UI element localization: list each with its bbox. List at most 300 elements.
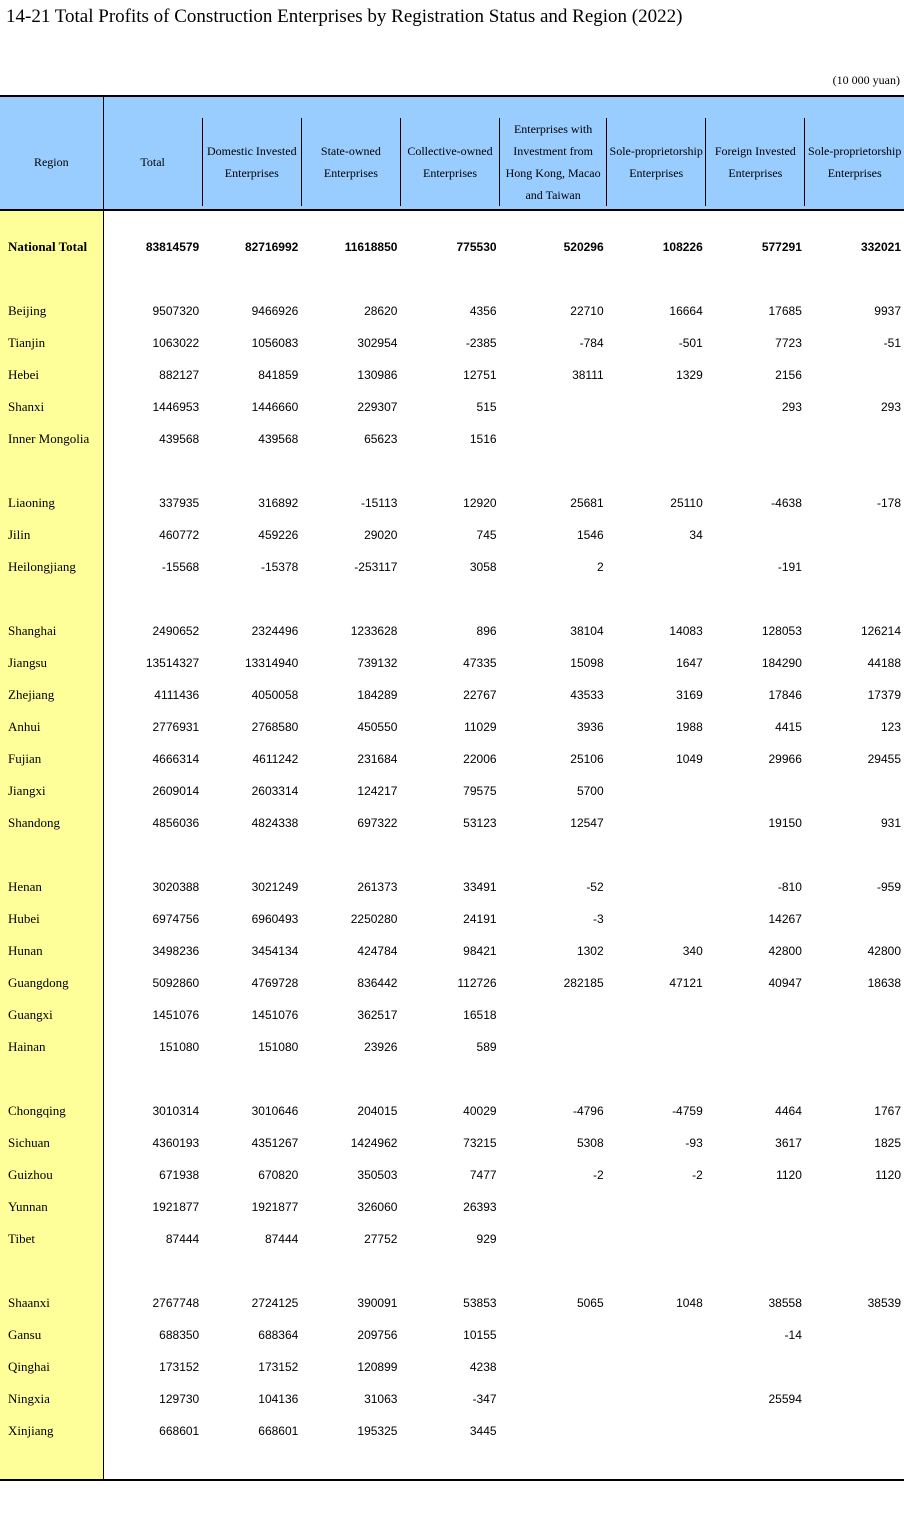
value-cell: [805, 999, 904, 1031]
value-cell: 38111: [572, 368, 604, 382]
value-cell: -15378: [260, 560, 299, 574]
region-cell: Yunnan: [0, 1191, 103, 1223]
value-cell: 204015: [357, 1104, 398, 1118]
value-cell: [607, 903, 706, 935]
region-cell: [0, 583, 103, 615]
value-cell: 4824338: [251, 816, 299, 830]
value-cell: 29966: [768, 752, 802, 766]
value-cell: 841859: [258, 368, 299, 382]
value-cell: 1825: [874, 1136, 901, 1150]
value-cell: 24191: [463, 912, 497, 926]
value-cell: 38558: [768, 1296, 802, 1310]
value-cell: -2: [592, 1168, 604, 1182]
value-cell: 302954: [357, 336, 398, 350]
value-cell: 19150: [768, 816, 802, 830]
value-cell: 5700: [576, 784, 604, 798]
value-cell: 4464: [775, 1104, 802, 1118]
region-cell: Xinjiang: [0, 1415, 103, 1447]
region-cell: Hunan: [0, 935, 103, 967]
value-cell: 1546: [576, 528, 604, 542]
value-cell: 53123: [463, 816, 497, 830]
table-row: [0, 1127, 904, 1159]
value-cell: 1451076: [251, 1008, 299, 1022]
value-cell: 17846: [768, 688, 802, 702]
value-cell: [607, 551, 706, 583]
spacer-cell: [103, 1255, 904, 1287]
value-cell: 1988: [676, 720, 703, 734]
value-cell: 123: [880, 720, 901, 734]
value-cell: [607, 423, 706, 455]
header-hk-group: Enterprises with Investment from Hong Kong, Macao and Taiwan: [500, 118, 607, 206]
table-row: [0, 647, 904, 679]
table-row: [0, 327, 904, 359]
value-cell: 4415: [775, 720, 802, 734]
value-cell: [706, 775, 805, 807]
table-row: [0, 967, 904, 999]
value-cell: 184289: [357, 688, 398, 702]
table-row: [0, 999, 904, 1031]
value-cell: [500, 999, 607, 1031]
value-cell: [500, 1383, 607, 1415]
value-cell: 3021249: [251, 880, 299, 894]
table-row: [0, 807, 904, 839]
value-cell: 2250280: [350, 912, 398, 926]
value-cell: 13314940: [244, 656, 299, 670]
value-cell: 3936: [576, 720, 604, 734]
value-cell: [805, 1319, 904, 1351]
region-cell: [0, 210, 103, 231]
value-cell: 4238: [469, 1360, 497, 1374]
value-cell: 1233628: [350, 624, 398, 638]
value-cell: 11618850: [344, 240, 398, 254]
value-cell: 424784: [357, 944, 398, 958]
value-cell: [500, 1191, 607, 1223]
header-collective: Collective-owned Enterprises: [400, 118, 499, 206]
value-cell: 2: [596, 560, 604, 574]
spacer-row: [0, 1255, 904, 1287]
value-cell: 151080: [159, 1040, 200, 1054]
header-domestic: Domestic Invested Enterprises: [202, 118, 301, 206]
value-cell: 4356: [469, 304, 497, 318]
value-cell: 17685: [768, 304, 802, 318]
value-cell: 4050058: [251, 688, 299, 702]
value-cell: 931: [880, 816, 901, 830]
value-cell: [500, 1031, 607, 1063]
value-cell: [805, 1383, 904, 1415]
region-cell: Shaanxi: [0, 1287, 103, 1319]
value-cell: 1446953: [152, 400, 200, 414]
value-cell: 4666314: [152, 752, 200, 766]
value-cell: 1921877: [152, 1200, 200, 1214]
value-cell: 739132: [357, 656, 398, 670]
table-row: [0, 679, 904, 711]
value-cell: 2156: [775, 368, 802, 382]
spacer-cell: [103, 1447, 904, 1480]
value-cell: 12751: [463, 368, 497, 382]
value-cell: -3: [592, 912, 604, 926]
value-cell: -52: [586, 880, 604, 894]
region-cell: [0, 1447, 103, 1480]
table-row: [0, 743, 904, 775]
value-cell: 17379: [867, 688, 901, 702]
value-cell: -4759: [672, 1104, 703, 1118]
value-cell: 15098: [570, 656, 604, 670]
spacer-row: [0, 263, 904, 295]
value-cell: 1329: [676, 368, 703, 382]
value-cell: 282185: [563, 976, 604, 990]
region-cell: Jiangsu: [0, 647, 103, 679]
value-cell: 5092860: [152, 976, 200, 990]
value-cell: [500, 391, 607, 423]
table-row: [0, 1319, 904, 1351]
value-cell: [607, 1031, 706, 1063]
value-cell: 896: [476, 624, 497, 638]
spacer-cell: [103, 839, 904, 871]
national-total-row: [0, 231, 904, 263]
value-cell: [805, 423, 904, 455]
value-cell: [607, 999, 706, 1031]
value-cell: 126214: [860, 624, 901, 638]
value-cell: 73215: [463, 1136, 497, 1150]
value-cell: -784: [579, 336, 604, 350]
profits-table: [0, 95, 904, 1481]
value-cell: [805, 1191, 904, 1223]
value-cell: 27752: [364, 1232, 398, 1246]
value-cell: 173152: [159, 1360, 200, 1374]
value-cell: 5065: [576, 1296, 604, 1310]
table-row: [0, 423, 904, 455]
value-cell: 128053: [761, 624, 802, 638]
value-cell: 293: [880, 400, 901, 414]
value-cell: -191: [777, 560, 802, 574]
value-cell: 87444: [165, 1232, 200, 1246]
value-cell: 293: [781, 400, 802, 414]
value-cell: 31063: [364, 1392, 398, 1406]
region-cell: Chongqing: [0, 1095, 103, 1127]
value-cell: [607, 391, 706, 423]
value-cell: [607, 775, 706, 807]
table-row: [0, 1383, 904, 1415]
value-cell: [805, 551, 904, 583]
value-cell: 42800: [867, 944, 901, 958]
value-cell: 130986: [357, 368, 398, 382]
value-cell: 108226: [662, 240, 703, 254]
value-cell: 14083: [669, 624, 703, 638]
value-cell: 65623: [364, 432, 398, 446]
table-row: [0, 1095, 904, 1127]
header-top-spacer: [103, 96, 904, 118]
value-cell: 98421: [463, 944, 497, 958]
value-cell: 1056083: [251, 336, 299, 350]
value-cell: 589: [476, 1040, 497, 1054]
value-cell: 231684: [357, 752, 398, 766]
value-cell: 1063022: [152, 336, 200, 350]
table-row: [0, 903, 904, 935]
region-cell: Qinghai: [0, 1351, 103, 1383]
table-row: [0, 871, 904, 903]
value-cell: 26393: [463, 1200, 497, 1214]
table-row: [0, 1223, 904, 1255]
value-cell: 151080: [258, 1040, 299, 1054]
value-cell: 79575: [463, 784, 497, 798]
value-cell: -15113: [360, 496, 398, 510]
value-cell: [607, 1319, 706, 1351]
value-cell: [607, 1223, 706, 1255]
value-cell: 22710: [570, 304, 604, 318]
value-cell: [805, 359, 904, 391]
value-cell: 3010646: [251, 1104, 299, 1118]
value-cell: [607, 807, 706, 839]
region-cell: Tianjin: [0, 327, 103, 359]
value-cell: 22767: [463, 688, 497, 702]
table-row: [0, 615, 904, 647]
value-cell: -93: [685, 1136, 703, 1150]
value-cell: [607, 1383, 706, 1415]
value-cell: 22006: [463, 752, 497, 766]
value-cell: [805, 903, 904, 935]
value-cell: [500, 1351, 607, 1383]
value-cell: 42800: [768, 944, 802, 958]
value-cell: -15568: [161, 560, 200, 574]
value-cell: 882127: [159, 368, 200, 382]
value-cell: 209756: [357, 1328, 398, 1342]
value-cell: 2768580: [251, 720, 299, 734]
region-cell: Guangxi: [0, 999, 103, 1031]
value-cell: -51: [883, 336, 901, 350]
value-cell: [706, 1031, 805, 1063]
value-cell: 1921877: [251, 1200, 299, 1214]
region-cell: [0, 1255, 103, 1287]
value-cell: [805, 1351, 904, 1383]
value-cell: 195325: [357, 1424, 398, 1438]
value-cell: 1302: [576, 944, 604, 958]
value-cell: 2776931: [152, 720, 200, 734]
value-cell: 1446660: [251, 400, 299, 414]
value-cell: 1451076: [152, 1008, 200, 1022]
value-cell: 38104: [570, 624, 604, 638]
value-cell: -347: [472, 1392, 497, 1406]
value-cell: 261373: [357, 880, 398, 894]
value-cell: 33491: [463, 880, 497, 894]
value-cell: -4638: [771, 496, 802, 510]
value-cell: 1424962: [350, 1136, 398, 1150]
region-cell: [0, 455, 103, 487]
value-cell: [706, 519, 805, 551]
region-cell: Hebei: [0, 359, 103, 391]
value-cell: 1120: [875, 1168, 901, 1182]
region-cell: Zhejiang: [0, 679, 103, 711]
value-cell: 25106: [570, 752, 604, 766]
value-cell: 326060: [357, 1200, 398, 1214]
value-cell: 7477: [469, 1168, 497, 1182]
value-cell: -2385: [465, 336, 497, 350]
value-cell: 390091: [357, 1296, 398, 1310]
table-row: [0, 295, 904, 327]
value-cell: 5308: [576, 1136, 604, 1150]
region-cell: Shanxi: [0, 391, 103, 423]
value-cell: [706, 1351, 805, 1383]
spacer-row: [0, 210, 904, 231]
value-cell: 520296: [563, 240, 604, 254]
value-cell: [500, 1223, 607, 1255]
value-cell: 87444: [264, 1232, 299, 1246]
header-region-spacer: [0, 96, 103, 118]
region-cell: Shanghai: [0, 615, 103, 647]
value-cell: 38539: [867, 1296, 901, 1310]
header-foreign-sole: Sole-proprietorship Enterprises: [805, 118, 904, 206]
value-cell: [607, 871, 706, 903]
value-cell: 25110: [670, 496, 703, 510]
header-foreign-group: Foreign Invested Enterprises: [706, 118, 805, 206]
region-cell: Fujian: [0, 743, 103, 775]
value-cell: 9937: [874, 304, 901, 318]
value-cell: -4796: [572, 1104, 604, 1118]
value-cell: 40029: [463, 1104, 497, 1118]
spacer-cell: [103, 1063, 904, 1095]
region-cell: Hainan: [0, 1031, 103, 1063]
table-row: [0, 519, 904, 551]
profits-table-container: [0, 95, 904, 1487]
region-cell: Sichuan: [0, 1127, 103, 1159]
value-cell: 439568: [159, 432, 200, 446]
value-cell: 439568: [258, 432, 299, 446]
value-cell: 362517: [357, 1008, 398, 1022]
value-cell: 836442: [357, 976, 398, 990]
table-row: [0, 935, 904, 967]
value-cell: 316892: [258, 496, 299, 510]
value-cell: 577291: [761, 240, 802, 254]
value-cell: 4360193: [152, 1136, 200, 1150]
header-hk-sole: Sole-proprietorship Enterprises: [607, 118, 706, 206]
value-cell: [706, 1223, 805, 1255]
value-cell: [607, 1351, 706, 1383]
value-cell: 25594: [768, 1392, 802, 1406]
header-total: Total: [103, 118, 202, 206]
region-cell: National Total: [0, 231, 103, 263]
value-cell: 29455: [867, 752, 901, 766]
value-cell: 1647: [676, 656, 703, 670]
value-cell: 350503: [357, 1168, 398, 1182]
value-cell: [706, 423, 805, 455]
value-cell: 12920: [463, 496, 497, 510]
region-cell: Jilin: [0, 519, 103, 551]
value-cell: [805, 519, 904, 551]
value-cell: 3454134: [251, 944, 299, 958]
value-cell: 13514327: [145, 656, 200, 670]
value-cell: [805, 1223, 904, 1255]
value-cell: [607, 1191, 706, 1223]
value-cell: 10155: [463, 1328, 497, 1342]
value-cell: 16518: [463, 1008, 497, 1022]
value-cell: 3617: [775, 1136, 802, 1150]
value-cell: 515: [476, 400, 497, 414]
value-cell: 337935: [159, 496, 200, 510]
value-cell: 25681: [570, 496, 604, 510]
region-cell: Henan: [0, 871, 103, 903]
value-cell: 3498236: [152, 944, 200, 958]
region-cell: Gansu: [0, 1319, 103, 1351]
value-cell: 112726: [457, 976, 497, 990]
value-cell: 82716992: [244, 240, 299, 254]
header-state-owned: State-owned Enterprises: [301, 118, 400, 206]
region-cell: Shandong: [0, 807, 103, 839]
value-cell: 775530: [456, 240, 497, 254]
value-cell: [607, 1415, 706, 1447]
value-cell: 4611242: [252, 752, 299, 766]
header-region: Region: [0, 118, 103, 206]
value-cell: 47335: [463, 656, 497, 670]
value-cell: [500, 1319, 607, 1351]
region-cell: [0, 1063, 103, 1095]
value-cell: 44188: [867, 656, 901, 670]
table-row: [0, 1159, 904, 1191]
value-cell: 40947: [768, 976, 802, 990]
value-cell: 697322: [357, 816, 398, 830]
value-cell: -14: [784, 1328, 802, 1342]
value-cell: 745: [476, 528, 497, 542]
value-cell: 671938: [159, 1168, 200, 1182]
table-row: [0, 359, 904, 391]
value-cell: [500, 1415, 607, 1447]
value-cell: 340: [682, 944, 703, 958]
value-cell: 18638: [867, 976, 901, 990]
value-cell: 104136: [258, 1392, 299, 1406]
table-row: [0, 551, 904, 583]
value-cell: 688350: [159, 1328, 200, 1342]
table-row: [0, 1351, 904, 1383]
table-row: [0, 391, 904, 423]
region-cell: Guangdong: [0, 967, 103, 999]
value-cell: 16664: [669, 304, 703, 318]
region-cell: Heilongjiang: [0, 551, 103, 583]
region-cell: Beijing: [0, 295, 103, 327]
spacer-row: [0, 839, 904, 871]
value-cell: -810: [777, 880, 802, 894]
value-cell: [805, 775, 904, 807]
value-cell: [706, 1415, 805, 1447]
value-cell: 29020: [364, 528, 398, 542]
value-cell: 460772: [159, 528, 200, 542]
value-cell: 11029: [464, 720, 497, 734]
spacer-row: [0, 1447, 904, 1480]
table-row: [0, 487, 904, 519]
value-cell: 3169: [676, 688, 703, 702]
value-cell: -2: [692, 1168, 703, 1182]
value-cell: 14267: [768, 912, 802, 926]
table-row: [0, 775, 904, 807]
value-cell: 83814579: [145, 240, 200, 254]
spacer-row: [0, 583, 904, 615]
table-body: [0, 210, 904, 1480]
value-cell: [706, 999, 805, 1031]
value-cell: [500, 423, 607, 455]
value-cell: 4111436: [154, 688, 200, 702]
value-cell: 124217: [357, 784, 398, 798]
value-cell: 670820: [258, 1168, 299, 1182]
value-cell: 34: [689, 528, 703, 542]
value-cell: 6960493: [251, 912, 299, 926]
value-cell: 1049: [676, 752, 703, 766]
value-cell: [805, 1415, 904, 1447]
page-title: 14-21 Total Profits of Construction Enterprises by Registration Status and Region (2022): [6, 6, 683, 27]
value-cell: 9507320: [152, 304, 200, 318]
value-cell: 120899: [357, 1360, 398, 1374]
unit-label: (10 000 yuan): [832, 73, 900, 87]
region-cell: Inner Mongolia: [0, 423, 103, 455]
table-row: [0, 711, 904, 743]
value-cell: -959: [876, 880, 901, 894]
value-cell: 53853: [463, 1296, 497, 1310]
